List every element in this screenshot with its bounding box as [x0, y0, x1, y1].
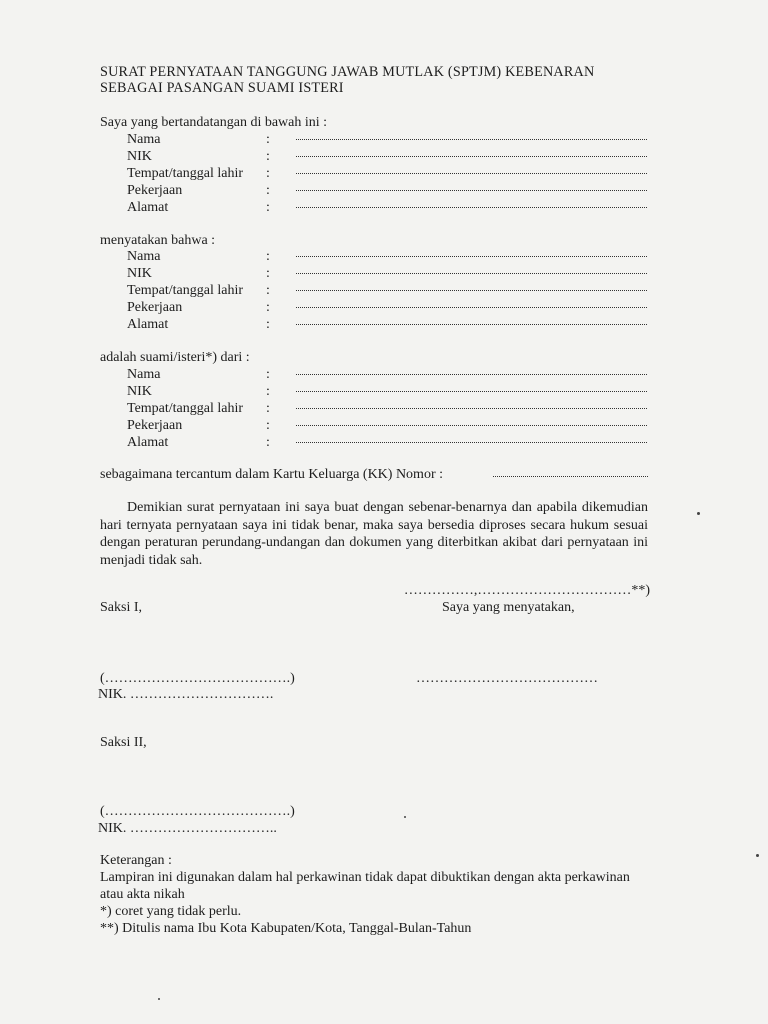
field-colon: :: [266, 283, 270, 298]
field-label: Nama: [127, 132, 161, 147]
field-fill-line[interactable]: [296, 425, 647, 426]
field-colon: :: [266, 249, 270, 264]
field-label: Tempat/tanggal lahir: [127, 401, 244, 416]
closing-paragraph: Demikian surat pernyataan ini saya buat dengan sebenar-benarnya dan apabila dikemudian hari ternyata pernyataan saya ini tidak benar, maka saya bersedia diproses secara hukum sesuai dengan peraturan perundang-undangan dan dokumen yang diterbitkan akibat dari pernyataan ini menjadi tidak sah.: [100, 500, 648, 568]
field-colon: :: [266, 132, 270, 147]
notes-line-1: Lampiran ini digunakan dalam hal perkawinan tidak dapat dibuktikan dengan akta perkawinan atau akta nikah: [100, 870, 630, 902]
section1-intro: Saya yang bertandatangan di bawah ini :: [100, 115, 328, 130]
field-colon: :: [266, 435, 270, 450]
field-row-nama: [127, 366, 647, 383]
field-label: Nama: [127, 249, 161, 264]
place-date-line[interactable]: ……………,……………………………**): [403, 583, 650, 598]
field-fill-line[interactable]: [296, 307, 647, 308]
notes-line-2: *) coret yang tidak perlu.: [100, 904, 242, 919]
notes-line-3: **) Ditulis nama Ibu Kota Kabupaten/Kota, Tanggal-Bulan-Tahun: [100, 921, 472, 936]
section2-intro: menyatakan bahwa :: [100, 233, 216, 248]
field-colon: :: [266, 401, 270, 416]
field-colon: :: [266, 149, 270, 164]
field-colon: :: [266, 384, 270, 399]
field-row-nik: [127, 265, 647, 282]
field-row-nik: [127, 383, 647, 400]
field-colon: :: [266, 317, 270, 332]
kk-statement: sebagaimana tercantum dalam Kartu Keluarga (KK) Nomor :: [100, 467, 443, 482]
field-row-alamat: [127, 199, 647, 216]
field-label: Alamat: [127, 200, 169, 215]
field-colon: :: [266, 367, 270, 382]
scan-speck: [756, 854, 759, 857]
section1-fields: [127, 131, 647, 216]
field-colon: :: [266, 418, 270, 433]
kk-number-fill-line[interactable]: [493, 476, 648, 477]
section3-intro: adalah suami/isteri*) dari :: [100, 350, 250, 365]
field-fill-line[interactable]: [296, 273, 647, 274]
field-colon: :: [266, 200, 270, 215]
field-fill-line[interactable]: [296, 139, 647, 140]
witness2-label: Saksi II,: [100, 735, 147, 750]
field-colon: :: [266, 183, 270, 198]
field-fill-line[interactable]: [296, 290, 647, 291]
field-row-ttl: [127, 165, 647, 182]
field-row-nama: [127, 131, 647, 148]
field-fill-line[interactable]: [296, 156, 647, 157]
kk-number-row: [100, 467, 648, 484]
field-label: NIK: [127, 149, 152, 164]
scan-speck: [697, 512, 700, 515]
witness2-nik-line[interactable]: NIK. …………………………..: [98, 821, 277, 836]
witness1-nik-line[interactable]: NIK. ………………………….: [98, 687, 274, 702]
notes-heading: Keterangan :: [100, 853, 172, 868]
field-fill-line[interactable]: [296, 190, 647, 191]
field-label: Tempat/tanggal lahir: [127, 283, 244, 298]
field-fill-line[interactable]: [296, 207, 647, 208]
field-colon: :: [266, 266, 270, 281]
field-label: NIK: [127, 384, 152, 399]
section3-fields: [127, 366, 647, 451]
field-label: Pekerjaan: [127, 183, 183, 198]
field-label: Pekerjaan: [127, 300, 183, 315]
document-title: SURAT PERNYATAAN TANGGUNG JAWAB MUTLAK (SPTJM) KEBENARAN SEBAGAI PASANGAN SUAMI ISTERI: [100, 64, 595, 96]
field-label: Alamat: [127, 317, 169, 332]
field-row-nama: [127, 248, 647, 265]
field-fill-line[interactable]: [296, 173, 647, 174]
field-label: Pekerjaan: [127, 418, 183, 433]
section2-fields: [127, 248, 647, 333]
field-row-ttl: [127, 282, 647, 299]
field-row-pekerjaan: [127, 417, 647, 434]
witness2-name-line[interactable]: (………………………………….): [100, 804, 295, 819]
witness1-label: Saksi I,: [100, 600, 142, 615]
scan-speck: [404, 816, 406, 818]
field-colon: :: [266, 166, 270, 181]
field-fill-line[interactable]: [296, 324, 647, 325]
scan-speck: [158, 998, 160, 1000]
declarant-label: Saya yang menyatakan,: [442, 600, 575, 615]
field-colon: :: [266, 300, 270, 315]
field-fill-line[interactable]: [296, 391, 647, 392]
field-row-pekerjaan: [127, 299, 647, 316]
field-fill-line[interactable]: [296, 442, 647, 443]
field-label: NIK: [127, 266, 152, 281]
field-row-pekerjaan: [127, 182, 647, 199]
witness1-name-line[interactable]: (………………………………….): [100, 671, 295, 686]
field-row-alamat: [127, 316, 647, 333]
field-row-ttl: [127, 400, 647, 417]
field-fill-line[interactable]: [296, 256, 647, 257]
field-label: Alamat: [127, 435, 169, 450]
field-label: Nama: [127, 367, 161, 382]
notes-section: [100, 852, 640, 937]
field-fill-line[interactable]: [296, 374, 647, 375]
field-row-nik: [127, 148, 647, 165]
field-label: Tempat/tanggal lahir: [127, 166, 244, 181]
field-row-alamat: [127, 434, 647, 451]
field-fill-line[interactable]: [296, 408, 647, 409]
declarant-name-line[interactable]: …………………………………: [416, 671, 598, 686]
